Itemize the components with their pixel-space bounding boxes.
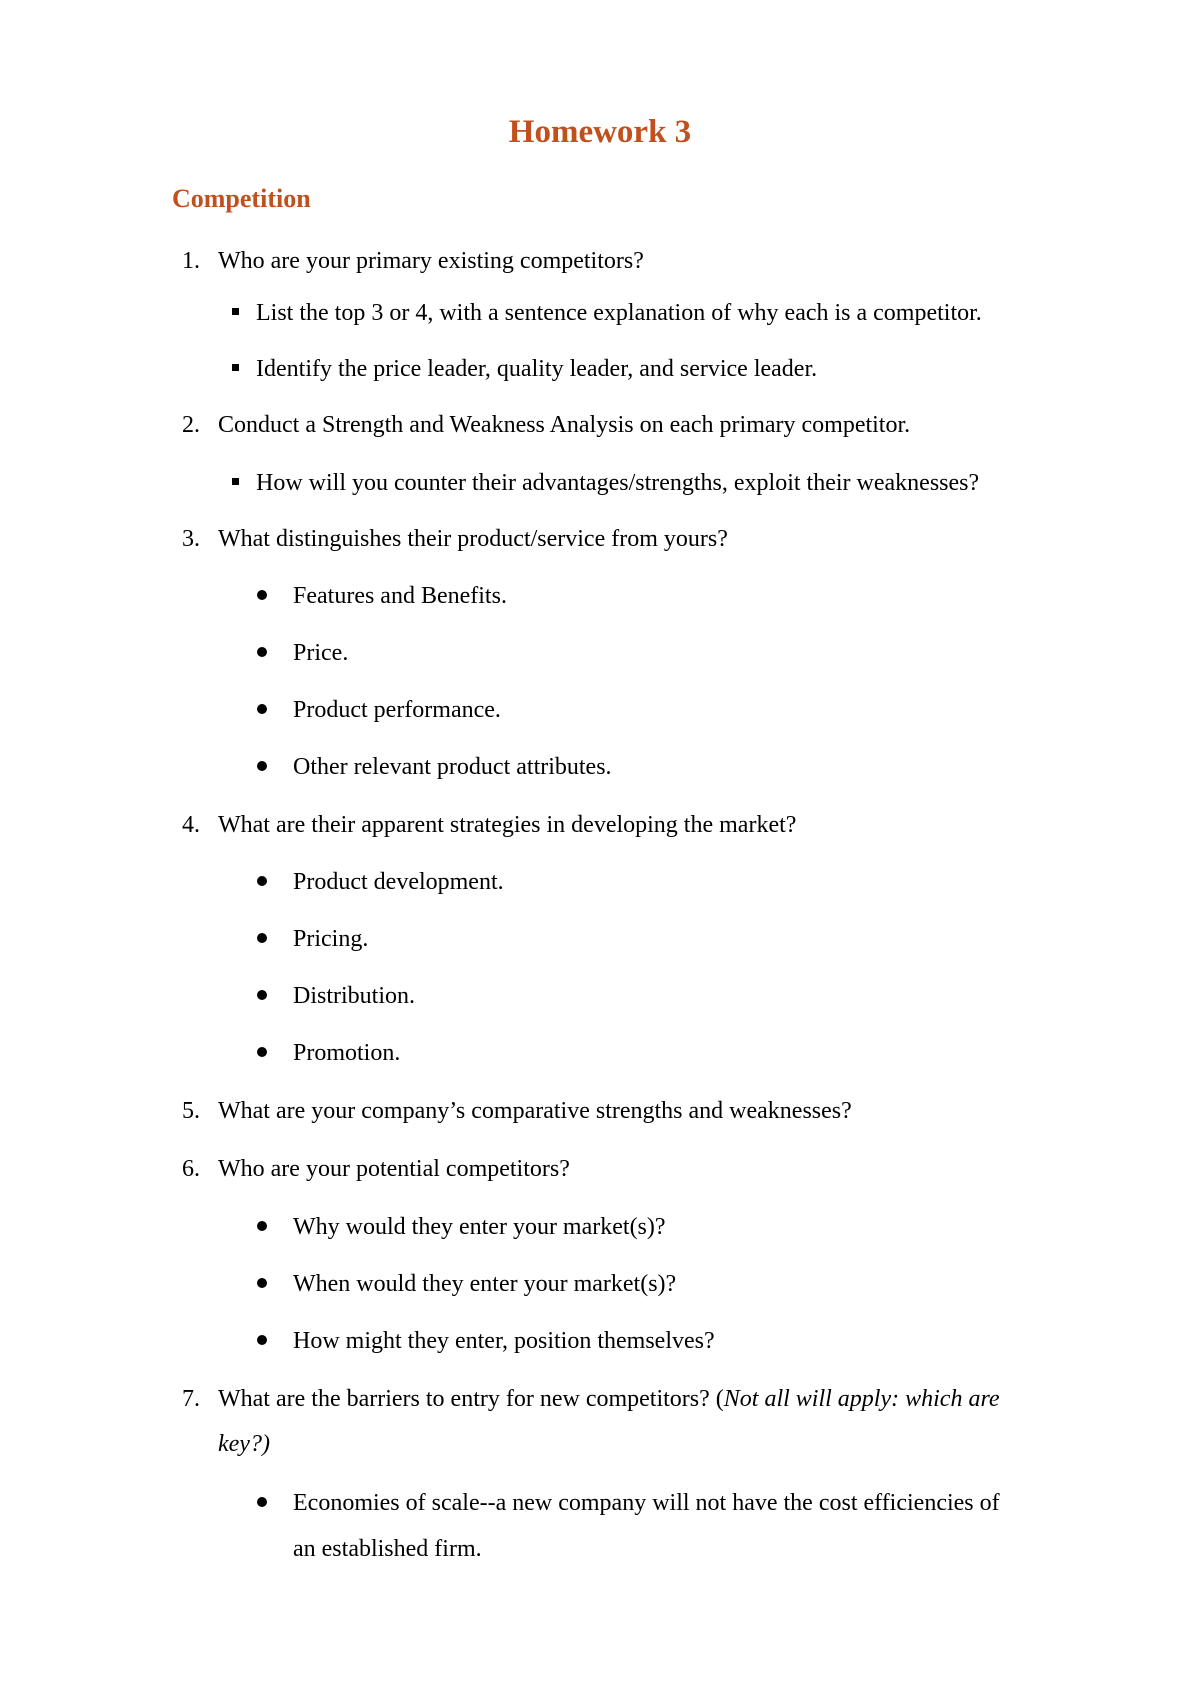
sub-list-item: How might they enter, position themselves? xyxy=(293,1328,715,1354)
sub-list-item: Promotion. xyxy=(293,1040,401,1066)
sub-list-item: How will you counter their advantages/strengths, exploit their weaknesses? xyxy=(256,470,980,496)
list-item-text: What are the barriers to entry for new competitors? ( xyxy=(218,1386,724,1412)
sub-list-item: Pricing. xyxy=(293,926,369,952)
sub-list-item: Identify the price leader, quality leader, and service leader. xyxy=(256,356,818,382)
item-number: 6. xyxy=(182,1156,200,1182)
bullet-icon xyxy=(257,1497,267,1507)
bullet-icon xyxy=(257,1221,267,1231)
sub-list-item: Why would they enter your market(s)? xyxy=(293,1214,666,1240)
sub-list-item: Other relevant product attributes. xyxy=(293,754,612,780)
item-number: 1. xyxy=(182,248,200,274)
sub-list-item: Economies of scale--a new company will not have the cost efficiencies of xyxy=(293,1490,1000,1516)
bullet-icon xyxy=(257,761,267,771)
list-item: What are their apparent strategies in developing the market? xyxy=(218,812,797,838)
sub-list-item: Price. xyxy=(293,640,349,666)
square-bullet-icon xyxy=(232,364,239,371)
sub-list-item: Features and Benefits. xyxy=(293,583,507,609)
list-item-continuation xyxy=(218,1427,270,1461)
bullet-icon xyxy=(257,590,267,600)
list-item-italic-note: key?) xyxy=(218,1431,270,1457)
bullet-icon xyxy=(257,704,267,714)
sub-list-item: Product performance. xyxy=(293,697,501,723)
item-number: 2. xyxy=(182,412,200,438)
list-item: What are your company’s comparative strengths and weaknesses? xyxy=(218,1098,852,1124)
bullet-icon xyxy=(257,647,267,657)
list-item: Who are your primary existing competitors? xyxy=(218,248,644,274)
sub-list-item: Product development. xyxy=(293,869,504,895)
square-bullet-icon xyxy=(232,308,239,315)
list-item xyxy=(218,1382,1000,1416)
item-number: 4. xyxy=(182,812,200,838)
square-bullet-icon xyxy=(232,478,239,485)
bullet-icon xyxy=(257,876,267,886)
list-item: Conduct a Strength and Weakness Analysis on each primary competitor. xyxy=(218,412,911,438)
sub-list-item: When would they enter your market(s)? xyxy=(293,1271,677,1297)
bullet-icon xyxy=(257,1047,267,1057)
document-title: Homework 3 xyxy=(508,114,692,150)
list-item: Who are your potential competitors? xyxy=(218,1156,570,1182)
item-number: 3. xyxy=(182,526,200,552)
list-item: What distinguishes their product/service from yours? xyxy=(218,526,728,552)
sub-list-item: Distribution. xyxy=(293,983,416,1009)
item-number: 7. xyxy=(182,1386,200,1412)
bullet-icon xyxy=(257,1335,267,1345)
bullet-icon xyxy=(257,933,267,943)
sub-list-item: List the top 3 or 4, with a sentence explanation of why each is a competitor. xyxy=(256,300,982,326)
section-heading: Competition xyxy=(172,184,311,213)
bullet-icon xyxy=(257,990,267,1000)
sub-list-item-continuation: an established firm. xyxy=(293,1536,482,1562)
item-number: 5. xyxy=(182,1098,200,1124)
list-item-italic-note: Not all will apply: which are xyxy=(723,1386,1000,1412)
bullet-icon xyxy=(257,1278,267,1288)
